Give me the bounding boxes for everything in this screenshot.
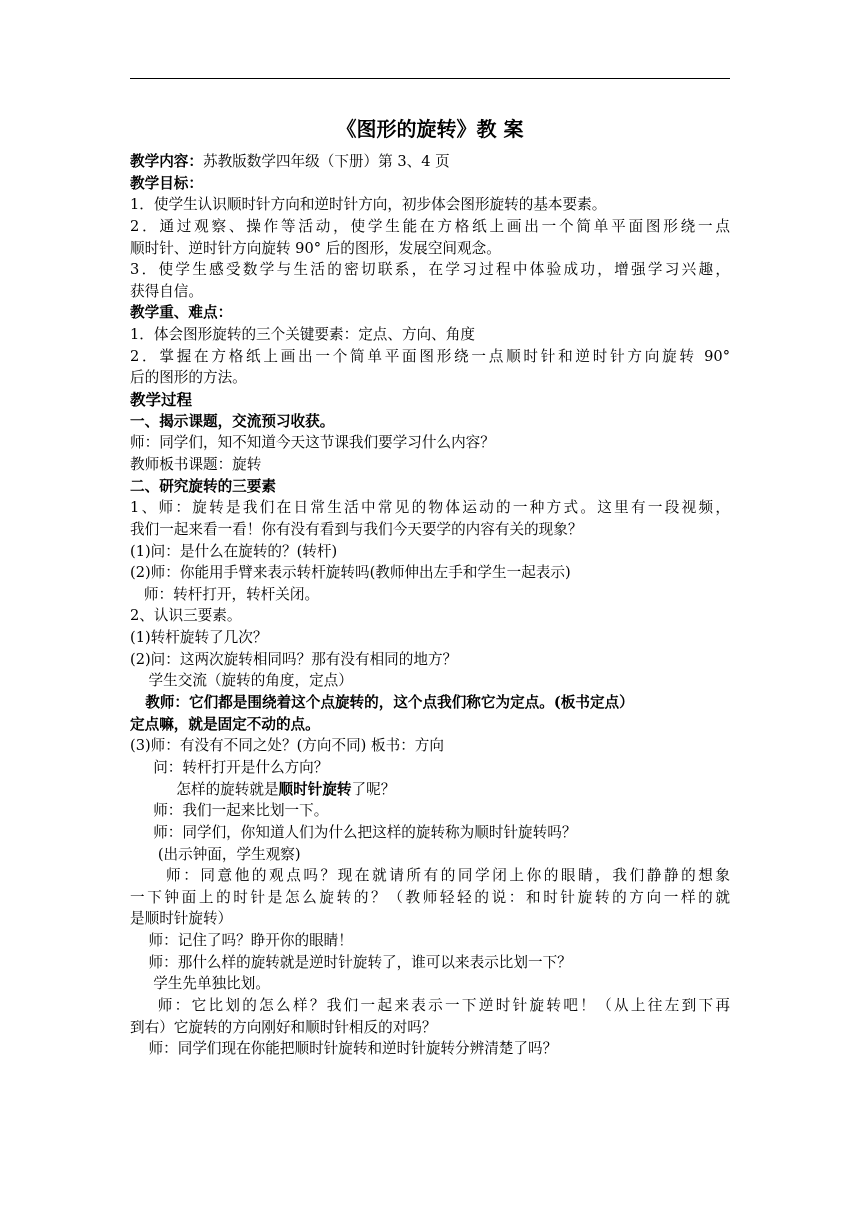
section-2-item-3-why: 师：同学们，你知道人们为什么把这样的旋转称为顺时针旋转吗？ [130, 823, 577, 841]
goals-heading: 教学目标： [130, 174, 203, 192]
section-2-item-2-student-exchange: 学生交流（旋转的角度，定点） [130, 672, 353, 690]
section-2-question-2-response: 师：转杆打开，转杆关闭。 [130, 585, 320, 603]
content-label: 教学内容： [130, 153, 203, 170]
clockwise-question-line [130, 779, 730, 801]
counterclockwise-question: 师：那什么样的旋转就是逆时针旋转了，谁可以来表示比划一下？ [130, 953, 572, 971]
goal-1: 1．使学生认识顺时针方向和逆时针方向，初步体会图形旋转的基本要素。 [130, 196, 607, 214]
clockwise-question-post: 了呢？ [351, 780, 396, 798]
teacher-fixed-point-line-1: 教师：它们都是围绕着这个点旋转的，这个点我们称它为定点。(板书定点） [130, 694, 634, 712]
teaching-content-line [130, 151, 730, 173]
imagine-line-2: 一下钟面上的时针是怎么旋转的？（教师轻轻的说：和时针旋转的方向一样的就 [130, 888, 730, 906]
key-point-1: 1．体会图形旋转的三个关键要素：定点、方向、角度 [130, 326, 475, 344]
section-1-line-1: 师：同学们，知不知道今天这节课我们要学习什么内容？ [130, 434, 495, 452]
counterclockwise-demo-line-2: 到右）它旋转的方向刚好和顺时针相反的对吗？ [130, 1018, 437, 1036]
page-title: 《图形的旋转》教 案 [336, 117, 524, 141]
imagine-line-1: 师：同意他的观点吗？现在就请所有的同学闭上你的眼睛，我们静静的想象 [130, 867, 730, 885]
section-2-item-3-question: 问：转杆打开是什么方向？ [130, 758, 329, 776]
key-point-2-line-1: 2．掌握在方格纸上画出一个简单平面图形绕一点顺时针和逆时针方向旋转 90° [130, 347, 730, 365]
header-rule [130, 78, 730, 79]
section-2-heading: 二、研究旋转的三要素 [130, 477, 276, 495]
goal-2-line-2: 顺时针、逆时针方向旋转 90° 后的图形，发展空间观念。 [130, 239, 501, 257]
process-heading: 教学过程 [130, 390, 193, 410]
section-2-para-1-line-2: 我们一起来看一看！你有没有看到与我们今天要学的内容有关的现象？ [130, 520, 583, 538]
section-1-line-2: 教师板书课题：旋转 [130, 455, 262, 473]
section-1-heading: 一、揭示课题，交流预习收获。 [130, 412, 335, 430]
document-body [130, 151, 730, 1060]
section-2-question-1: (1)问：是什么在旋转的？(转杆) [130, 542, 338, 560]
goal-2-line-1: 2．通过观察、操作等活动，使学生能在方格纸上画出一个简单平面图形绕一点 [130, 217, 730, 235]
distinguish-question: 师：同学们现在你能把顺时针旋转和逆时针旋转分辨清楚了吗？ [130, 1040, 558, 1058]
section-2-item-3-gesture: 师：我们一起来比划一下。 [130, 802, 329, 820]
content-value: 苏教版数学四年级（下册）第 3、4 页 [202, 153, 450, 170]
section-2-item-2-question-1: (1)转杆旋转了几次？ [130, 629, 268, 647]
key-point-2-line-2: 后的图形的方法。 [130, 369, 247, 387]
clockwise-question-pre: 怎样的旋转就是 [130, 780, 279, 798]
student-gesture-line: 学生先单独比划。 [130, 975, 270, 993]
counterclockwise-demo-line-1: 师：它比划的怎么样？我们一起来表示一下逆时针旋转吧！（从上往左到下再 [130, 996, 730, 1014]
open-eyes-line: 师：记住了吗？睁开你的眼睛！ [130, 932, 353, 950]
section-2-item-2: 2、认识三要素。 [130, 607, 242, 625]
section-2-para-1-line-1: 1、师：旋转是我们在日常生活中常见的物体运动的一种方式。这里有一段视频， [130, 499, 730, 517]
imagine-line-3: 是顺时针旋转） [130, 910, 233, 928]
teacher-fixed-point-line-2: 定点嘛，就是固定不动的点。 [130, 715, 320, 733]
goal-3-line-2: 获得自信。 [130, 282, 203, 300]
section-2-item-3-clock-face: (出示钟面，学生观察) [130, 845, 301, 863]
section-2-question-2: (2)师：你能用手臂来表示转杆旋转吗(教师伸出左手和学生一起表示) [130, 564, 571, 582]
section-2-item-3: (3)师：有没有不同之处？(方向不同) 板书：方向 [130, 737, 444, 755]
section-2-item-2-question-2: (2)问：这两次旋转相同吗？那有没有相同的地方？ [130, 650, 458, 668]
goal-3-line-1: 3．使学生感受数学与生活的密切联系，在学习过程中体验成功，增强学习兴趣， [130, 261, 730, 279]
clockwise-term: 顺时针旋转 [278, 780, 352, 798]
key-points-heading: 教学重、难点： [130, 304, 233, 322]
